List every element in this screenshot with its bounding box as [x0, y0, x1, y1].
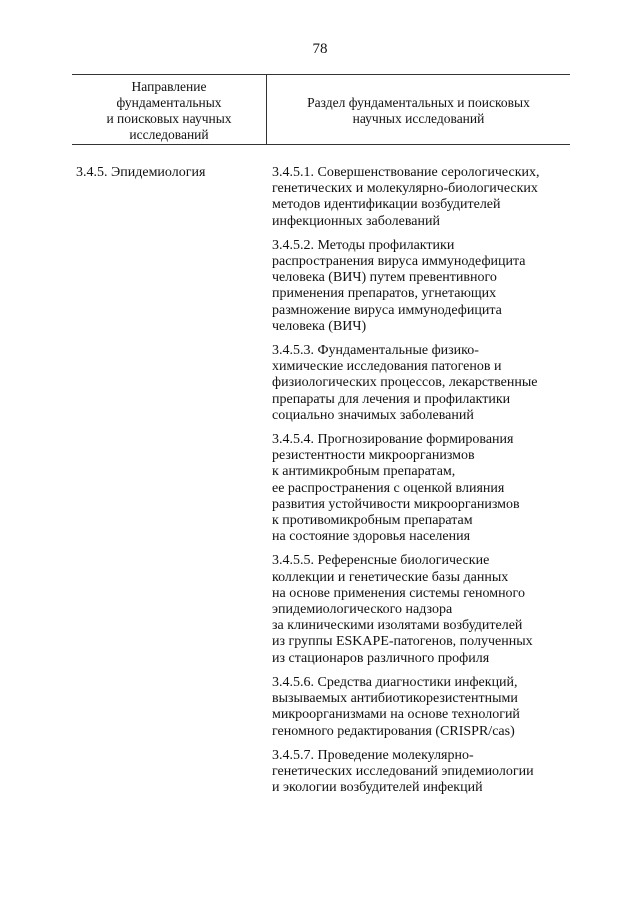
table-header-top-rule	[72, 74, 570, 75]
section-item: 3.4.5.1. Совершенствование серологических, генетических и молекулярно-биологических методов идентификации возбудителей инфекционных заболеваний	[272, 165, 540, 229]
section-item: 3.4.5.4. Прогнозирование формирования резистентности микроорганизмов к антимикробным препаратам, ее распространения с оценкой влияния развития устойчивости микроорганизмов к противомикробным препаратам на состояние здоровья населения	[272, 432, 520, 545]
section-item: 3.4.5.6. Средства диагностики инфекций, вызываемых антибиотикорезистентными микроорганизмами на основе технологий геномного редактирования (CRISPR/cas)	[272, 674, 520, 739]
section-item: 3.4.5.7. Проведение молекулярно- генетических исследований эпидемиологии и экологии возбудителей инфекций	[272, 747, 534, 796]
section-item: 3.4.5.2. Методы профилактики распространения вируса иммунодефицита человека (ВИЧ) путем превентивного применения препаратов, угнетающих размножение вируса иммунодефицита человека (ВИЧ)	[272, 237, 526, 334]
table-header-bottom-rule	[72, 144, 570, 145]
page-number: 78	[312, 41, 328, 57]
section-item: 3.4.5.5. Референсные биологические коллекции и генетические базы данных на основе применения системы геномного эпидемиологического надзора за клиническими изолятами возбудителей из группы ESKAPE-патогенов, полученных из стационаров различного профиля	[272, 553, 533, 666]
column-header-direction: Направление фундаментальных и поисковых научных исследований	[106, 79, 232, 142]
research-direction: 3.4.5. Эпидемиология	[76, 165, 206, 180]
column-header-section: Раздел фундаментальных и поисковых научных исследований	[307, 95, 530, 126]
section-list	[272, 165, 570, 804]
section-item: 3.4.5.3. Фундаментальные физико- химические исследования патогенов и физиологических процессов, лекарственные препараты для лечения и профилактики социально значимых заболеваний	[272, 343, 538, 423]
